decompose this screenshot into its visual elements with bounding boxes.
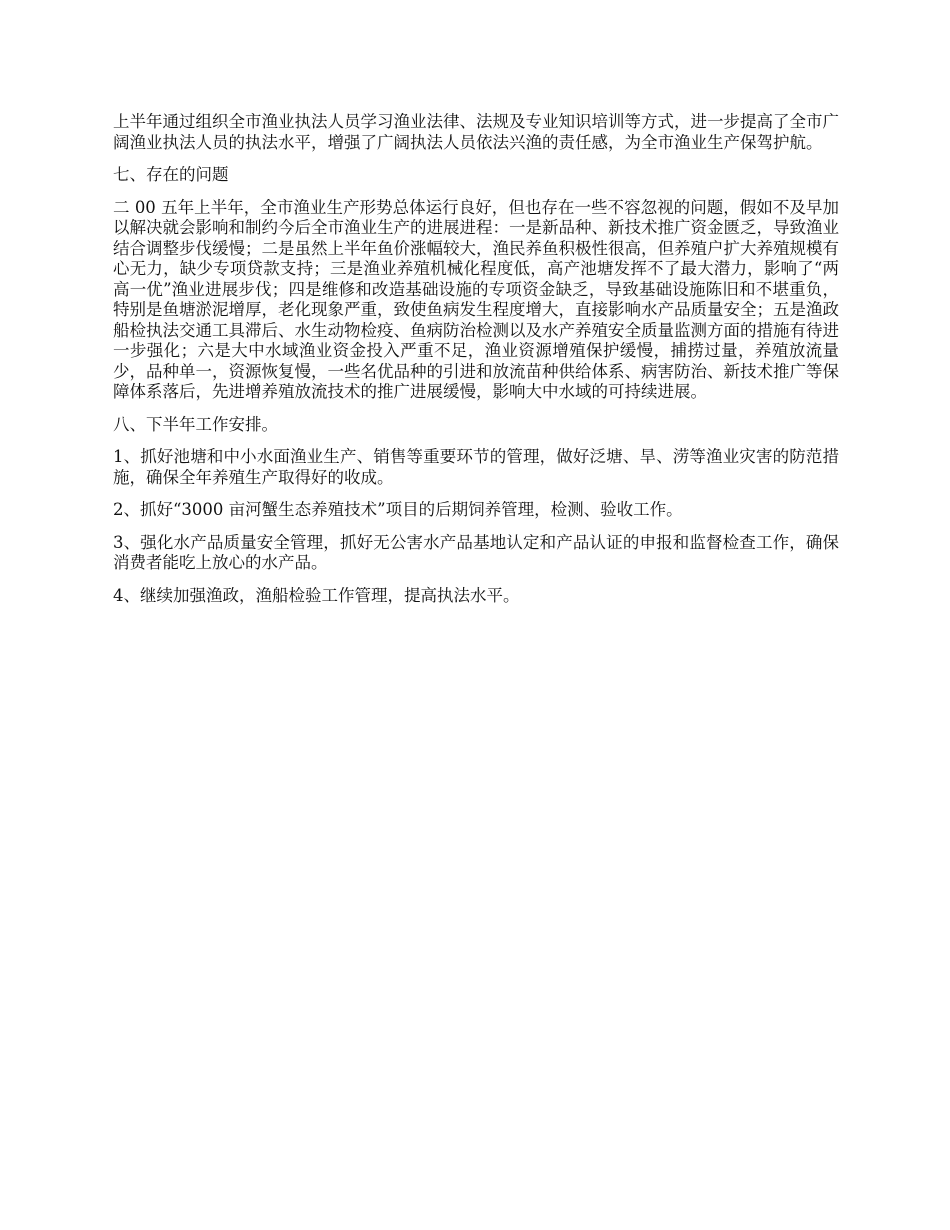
document-body xyxy=(113,112,839,618)
plan-item-3: 3、强化水产品质量安全管理，抓好无公害水产品基地认定和产品认证的申报和监督检查工作，确保消费者能吃上放心的水产品。 xyxy=(113,532,839,572)
plan-item-2: 2、抓好“3000 亩河蟹生态养殖技术”项目的后期饲养管理，检测、验收工作。 xyxy=(113,500,683,519)
section-heading-problems: 七、存在的问题 xyxy=(113,165,229,184)
plan-item-4: 4、继续加强渔政，渔船检验工作管理，提高执法水平。 xyxy=(113,585,520,605)
section-heading-plan: 八、下半年工作安排。 xyxy=(113,414,278,434)
paragraph-law-enforcement: 上半年通过组织全市渔业执法人员学习渔业法律、法规及专业知识培训等方式，进一步提高了全市广阔渔业执法人员的执法水平，增强了广阔执法人员依法兴渔的责任感，为全市渔业生产保驾护航。 xyxy=(113,112,839,152)
paragraph-problems: 二 00 五年上半年，全市渔业生产形势总体运行良好，但也存在一些不容忽视的问题，假如不及早加以解决就会影响和制约今后全市渔业生产的进展进程：一是新品种、新技术推广资金匮乏，导致渔业结合调整步伐缓慢；二是虽然上半年鱼价涨幅较大，渔民养鱼积极性很高，但养殖户扩大养殖规模有心无力，缺少专项贷款支持；三是渔业养殖机械化程度低，高产池塘发挥不了最大潜力，影响了“两高一优”渔业进展步伐；四是维修和改造基础设施的专项资金缺乏，导致基础设施陈旧和不堪重负，特别是鱼塘淤泥增厚，老化现象严重，致使鱼病发生程度增大，直接影响水产品质量安全；五是渔政船检执法交通工具滞后、水生动物检疫、鱼病防治检测以及水产养殖安全质量监测方面的措施有待进一步强化；六是大中水域渔业资金投入严重不足，渔业资源增殖保护缓慢，捕捞过量，养殖放流量少，品种单一，资源恢复慢，一些名优品种的引进和放流苗种供给体系、病害防治、新技术推广等保障体系落后，先进增养殖放流技术的推广进展缓慢，影响大中水域的可持续进展。 xyxy=(113,197,839,401)
plan-item-1: 1、抓好池塘和中小水面渔业生产、销售等重要环节的管理，做好泛塘、旱、涝等渔业灾害的防范措施，确保全年养殖生产取得好的收成。 xyxy=(113,447,839,487)
